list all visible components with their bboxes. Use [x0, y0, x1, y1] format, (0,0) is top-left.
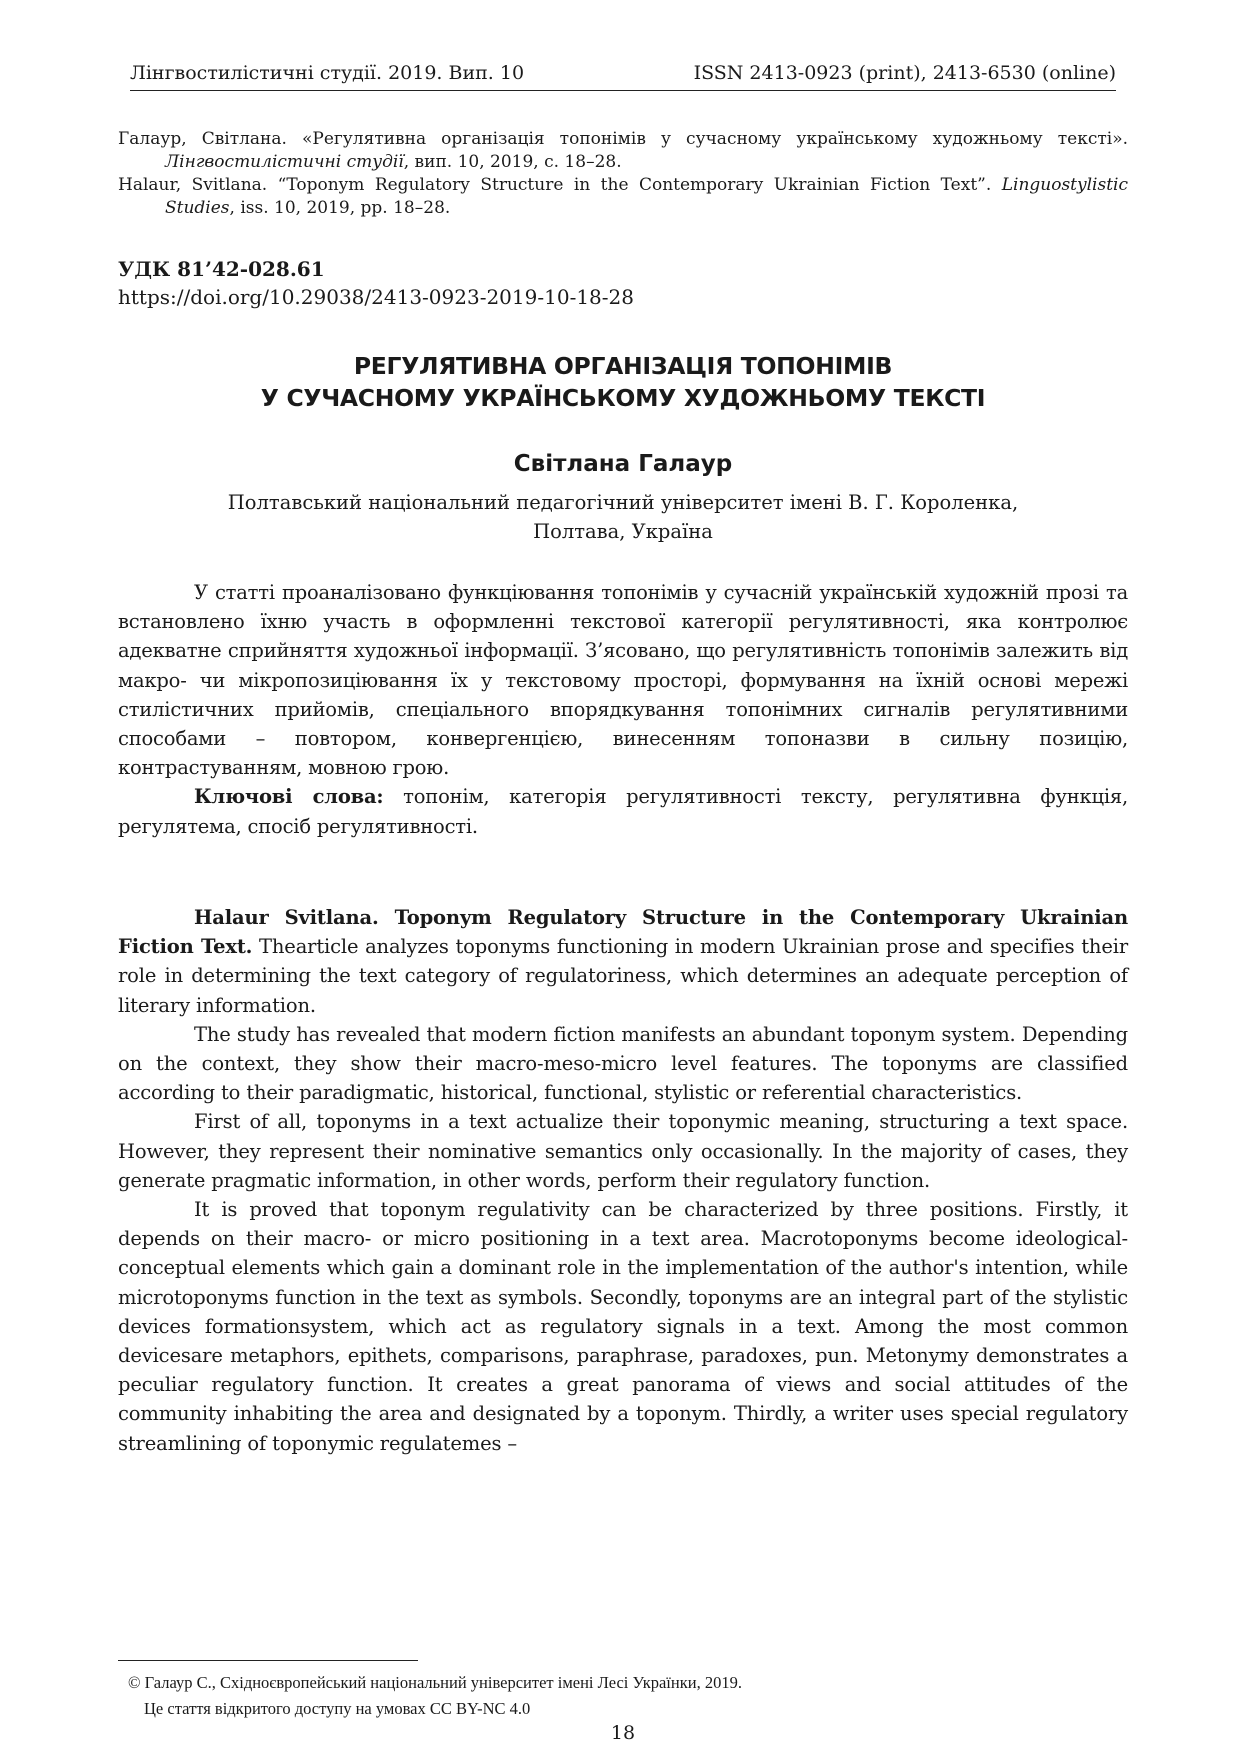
title-line-2: У СУЧАСНОМУ УКРАЇНСЬКОМУ ХУДОЖНЬОМУ ТЕКСТІ [260, 384, 986, 412]
abstract-en-p4: It is proved that toponym regulativity can be characterized by three positions. Firstly, it depends on their macro- or micro positioning in a text area. Macrotoponyms become ideological-conceptual elements which gain a dominant role in the implementation of the author's intention, while microtoponyms function in the text as symbols. Secondly, toponyms are an integral part of the stylistic devices formationsystem, which act as regulatory signals in a text. Among the most common devicesare metaphors, epithets, comparisons, paraphrase, paradoxes, pun. Metonymy demonstrates a peculiar regulatory function. It creates a great panorama of views and social attitudes of the community inhabiting the area and designated by a toponym. Thirdly, a writer uses special regulatory streamlining of toponymic regulatemes – [118, 1198, 1128, 1455]
abstract-english [118, 903, 1128, 1458]
copyright-line: © Галаур С., Східноєвропейський національний університет імені Лесі Українки, 2019. [128, 1673, 742, 1692]
keywords [118, 782, 1128, 840]
running-header [130, 60, 1116, 91]
footnote [118, 1670, 1128, 1722]
citation-en-journal: Linguostylistic Studies [165, 175, 1129, 218]
doi-link[interactable]: https://doi.org/10.29038/2413-0923-2019-10-18-28 [118, 285, 634, 309]
citation-en: Halaur, Svitlana. “Toponym Regulatory Structure in the Contemporary Ukrainian Fiction Text”. Linguostylistic Studies, iss. 10, 2019, pp. 18–28. [118, 175, 1129, 218]
footnote-divider [118, 1660, 418, 1661]
issn: ISSN 2413-0923 (print), 2413-6530 (online) [693, 62, 1116, 84]
abstract-en-heading: Halaur Svitlana. Toponym Regulatory Structure in the Contemporary Ukrainian Fiction Text. [118, 906, 1128, 959]
citation-block [118, 128, 1128, 220]
keywords-label: Ключові слова: [194, 785, 384, 809]
article-title [118, 350, 1128, 414]
abstract-uk-text: У статті проаналізовано функціювання топонімів у сучасній українській художній прозі та встановлено їхню участь в оформленні текстової категорії регулятивності, яка контролює адекватне сприйняття художньої інформації. З’ясовано, що регулятивність топонімів залежить від макро- чи мікропозиціювання їх у текстовому просторі, формування на їхній основі мережі стилістичних прийомів, спеціального впорядкування топонімних сигналів регулятивними способами – повтором, конвергенцією, винесенням топоназви в сильну позицію, контрастуванням, мовною грою. [118, 581, 1128, 780]
author-affiliation: Полтавський національний педагогічний університет імені В. Г. Короленка, Полтава, Україна [227, 491, 1019, 543]
journal-page [118, 0, 1128, 1754]
page-number: 18 [610, 1722, 636, 1744]
title-line-1: РЕГУЛЯТИВНА ОРГАНІЗАЦІЯ ТОПОНІМІВ [353, 352, 893, 380]
abstract-en-p3: First of all, toponyms in a text actualize their toponymic meaning, structuring a text space. However, they represent their nominative semantics only occasionally. In the majority of cases, they generate pragmatic information, in other words, perform their regulatory function. [118, 1110, 1128, 1192]
citation-uk: Галаур, Світлана. «Регулятивна організація топонімів у сучасному українському художньому тексті». Лінгвостилістичні студії, вип. 10, 2019, с. 18–28. [118, 129, 1128, 172]
journal-title: Лінгвостилістичні студії. 2019. Вип. 10 [130, 62, 525, 84]
license-line: Це стаття відкритого доступу на умовах CC BY-NC 4.0 [144, 1699, 531, 1718]
abstract-en-p2: The study has revealed that modern fiction manifests an abundant toponym system. Depending on the context, they show their macro-meso-micro level features. The toponyms are classified according to their paradigmatic, historical, functional, stylistic or referential characteristics. [118, 1022, 1128, 1105]
citation-uk-journal: Лінгвостилістичні студії [165, 152, 404, 172]
keywords-list: топонім, категорія регулятивності тексту, регулятивна функція, регулятема, спосіб регулятивності. [118, 785, 1128, 838]
abstract-en-p1: Halaur Svitlana. Toponym Regulatory Structure in the Contemporary Ukrainian Fiction Text. Thearticle analyzes toponyms functioning in modern Ukrainian prose and specifies their role in determining the text category of regulatoriness, which determines an adequate perception of literary information. [118, 906, 1128, 1017]
udc-code: УДК 81’42-028.61 [118, 257, 325, 281]
author-name: Світлана Галаур [513, 451, 733, 477]
abstract-ukrainian [118, 578, 1128, 841]
